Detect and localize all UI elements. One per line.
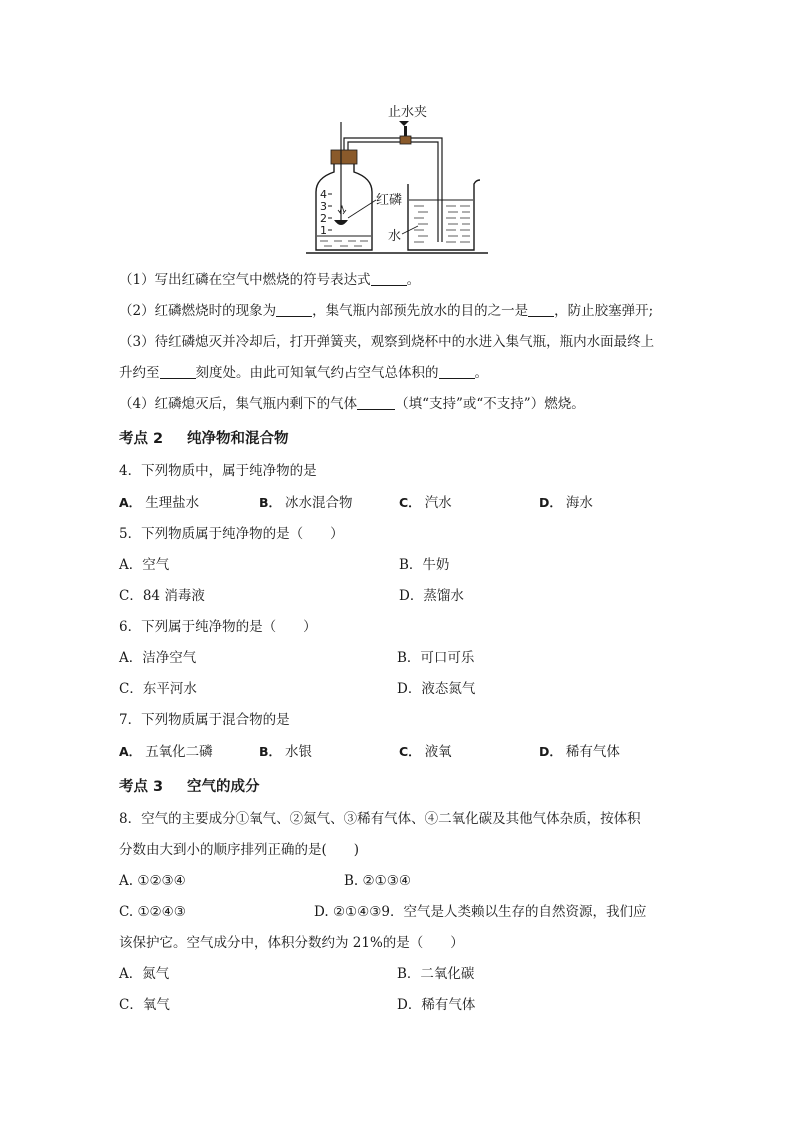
q6-option-a[interactable]: A．洁净空气 bbox=[119, 650, 197, 666]
q8-option-d-with-q9 bbox=[314, 897, 646, 928]
q5-option-a[interactable]: A．空气 bbox=[119, 557, 170, 573]
answer-blank[interactable] bbox=[160, 364, 196, 379]
q6-option-b[interactable]: B．可口可乐 bbox=[397, 650, 475, 666]
q8-options-row2 bbox=[119, 897, 679, 928]
clamp-label: 止水夹 bbox=[388, 105, 428, 120]
q7-option-a[interactable]: A． 五氧化二磷 bbox=[119, 744, 213, 760]
q4-option-d[interactable]: D． 海水 bbox=[539, 495, 593, 511]
q8-option-a[interactable]: A. ①②③④ bbox=[119, 873, 186, 889]
q5-option-d[interactable]: D．蒸馏水 bbox=[399, 588, 464, 604]
q4-stem: 4．下列物质中，属于纯净物的是 bbox=[119, 463, 317, 479]
q9-options-row2 bbox=[119, 990, 679, 1021]
q6-stem: 6．下列属于纯净物的是（ ） bbox=[119, 619, 317, 635]
q4-option-b[interactable]: B． 冰水混合物 bbox=[259, 495, 353, 511]
scale-marks bbox=[320, 188, 332, 237]
q7-options bbox=[119, 736, 679, 768]
beaker bbox=[408, 180, 480, 250]
scale-mark-4: 4 bbox=[320, 188, 327, 201]
answer-blank[interactable] bbox=[528, 302, 554, 317]
scale-mark-2: 2 bbox=[320, 212, 327, 225]
q9-option-a[interactable]: A．氮气 bbox=[119, 966, 170, 982]
q3-part2: （2）红磷燃烧时的现象为 ，集气瓶内部预先放水的目的之一是 ，防止胶塞弹开; bbox=[119, 303, 654, 319]
q6-options-row2 bbox=[119, 674, 679, 705]
glass-tube bbox=[344, 138, 442, 242]
q7-stem: 7．下列物质属于混合物的是 bbox=[119, 712, 290, 728]
q5-options-row2 bbox=[119, 581, 679, 612]
q9-option-c[interactable]: C．氧气 bbox=[119, 997, 170, 1013]
q3-part3-line2: 升约至 刻度处。由此可知氧气约占空气总体积的 。 bbox=[119, 365, 488, 381]
q9-stem-line1: 9．空气是人类赖以生存的自然资源，我们应 bbox=[381, 904, 647, 920]
q3-part4: （4）红磷熄灭后，集气瓶内剩下的气体 （填“支持”或“不支持”）燃烧。 bbox=[119, 396, 585, 412]
q9-stem-line2: 该保护它。空气成分中，体积分数约为 21%的是（ ） bbox=[119, 935, 464, 951]
q5-option-c[interactable]: C．84 消毒液 bbox=[119, 588, 205, 604]
q6-options-row1 bbox=[119, 643, 679, 674]
section-heading-2: 考点 2 纯净物和混合物 bbox=[119, 431, 289, 447]
answer-blank[interactable] bbox=[371, 271, 407, 286]
q9-option-d[interactable]: D．稀有气体 bbox=[397, 997, 476, 1013]
q4-option-c[interactable]: C． 汽水 bbox=[399, 495, 452, 511]
water-label: 水 bbox=[388, 229, 402, 244]
answer-blank[interactable] bbox=[439, 364, 475, 379]
apparatus-figure bbox=[296, 100, 496, 260]
q3-part3-line1: （3）待红磷熄灭并冷却后，打开弹簧夹，观察到烧杯中的水进入集气瓶，瓶内水面最终上 bbox=[119, 334, 655, 350]
q8-stem-line2: 分数由大到小的顺序排列正确的是( ) bbox=[119, 842, 360, 858]
q8-stem-line1: 8．空气的主要成分①氧气、②氮气、③稀有气体、④二氧化碳及其他气体杂质，按体积 bbox=[119, 811, 641, 827]
q5-stem: 5．下列物质属于纯净物的是（ ） bbox=[119, 526, 344, 542]
section-heading-3: 考点 3 空气的成分 bbox=[119, 779, 260, 795]
apparatus-diagram bbox=[296, 100, 496, 260]
q7-option-d[interactable]: D． 稀有气体 bbox=[539, 744, 620, 760]
rubber-stopper bbox=[331, 150, 357, 164]
phosphorus-spoon bbox=[334, 220, 348, 225]
scale-mark-3: 3 bbox=[320, 200, 327, 213]
q8-option-b[interactable]: B. ②①③④ bbox=[344, 873, 411, 889]
answer-blank[interactable] bbox=[276, 302, 312, 317]
q4-options bbox=[119, 487, 679, 519]
q6-option-c[interactable]: C．东平河水 bbox=[119, 681, 197, 697]
flame-icon bbox=[338, 206, 346, 214]
q7-option-b[interactable]: B． 水银 bbox=[259, 744, 313, 760]
clamp-icon bbox=[399, 121, 411, 144]
q5-options-row1 bbox=[119, 550, 679, 581]
q8-option-c[interactable]: C. ①②④③ bbox=[119, 904, 186, 920]
q3-part1: （1）写出红磷在空气中燃烧的符号表达式 。 bbox=[119, 272, 421, 288]
worksheet-content bbox=[119, 265, 679, 1021]
q5-option-b[interactable]: B．牛奶 bbox=[399, 557, 450, 573]
q8-options-row1 bbox=[119, 866, 679, 897]
answer-blank[interactable] bbox=[357, 395, 395, 410]
q9-options-row1 bbox=[119, 959, 679, 990]
q9-option-b[interactable]: B．二氧化碳 bbox=[397, 966, 475, 982]
q8-option-d[interactable]: D. ②①④③ bbox=[314, 904, 382, 920]
phosphorus-label: 红磷 bbox=[376, 193, 403, 208]
bottle-water bbox=[317, 235, 371, 249]
q6-option-d[interactable]: D．液态氮气 bbox=[397, 681, 476, 697]
scale-mark-1: 1 bbox=[320, 224, 327, 237]
q7-option-c[interactable]: C． 液氧 bbox=[399, 744, 452, 760]
q4-option-a[interactable]: A． 生理盐水 bbox=[119, 495, 200, 511]
